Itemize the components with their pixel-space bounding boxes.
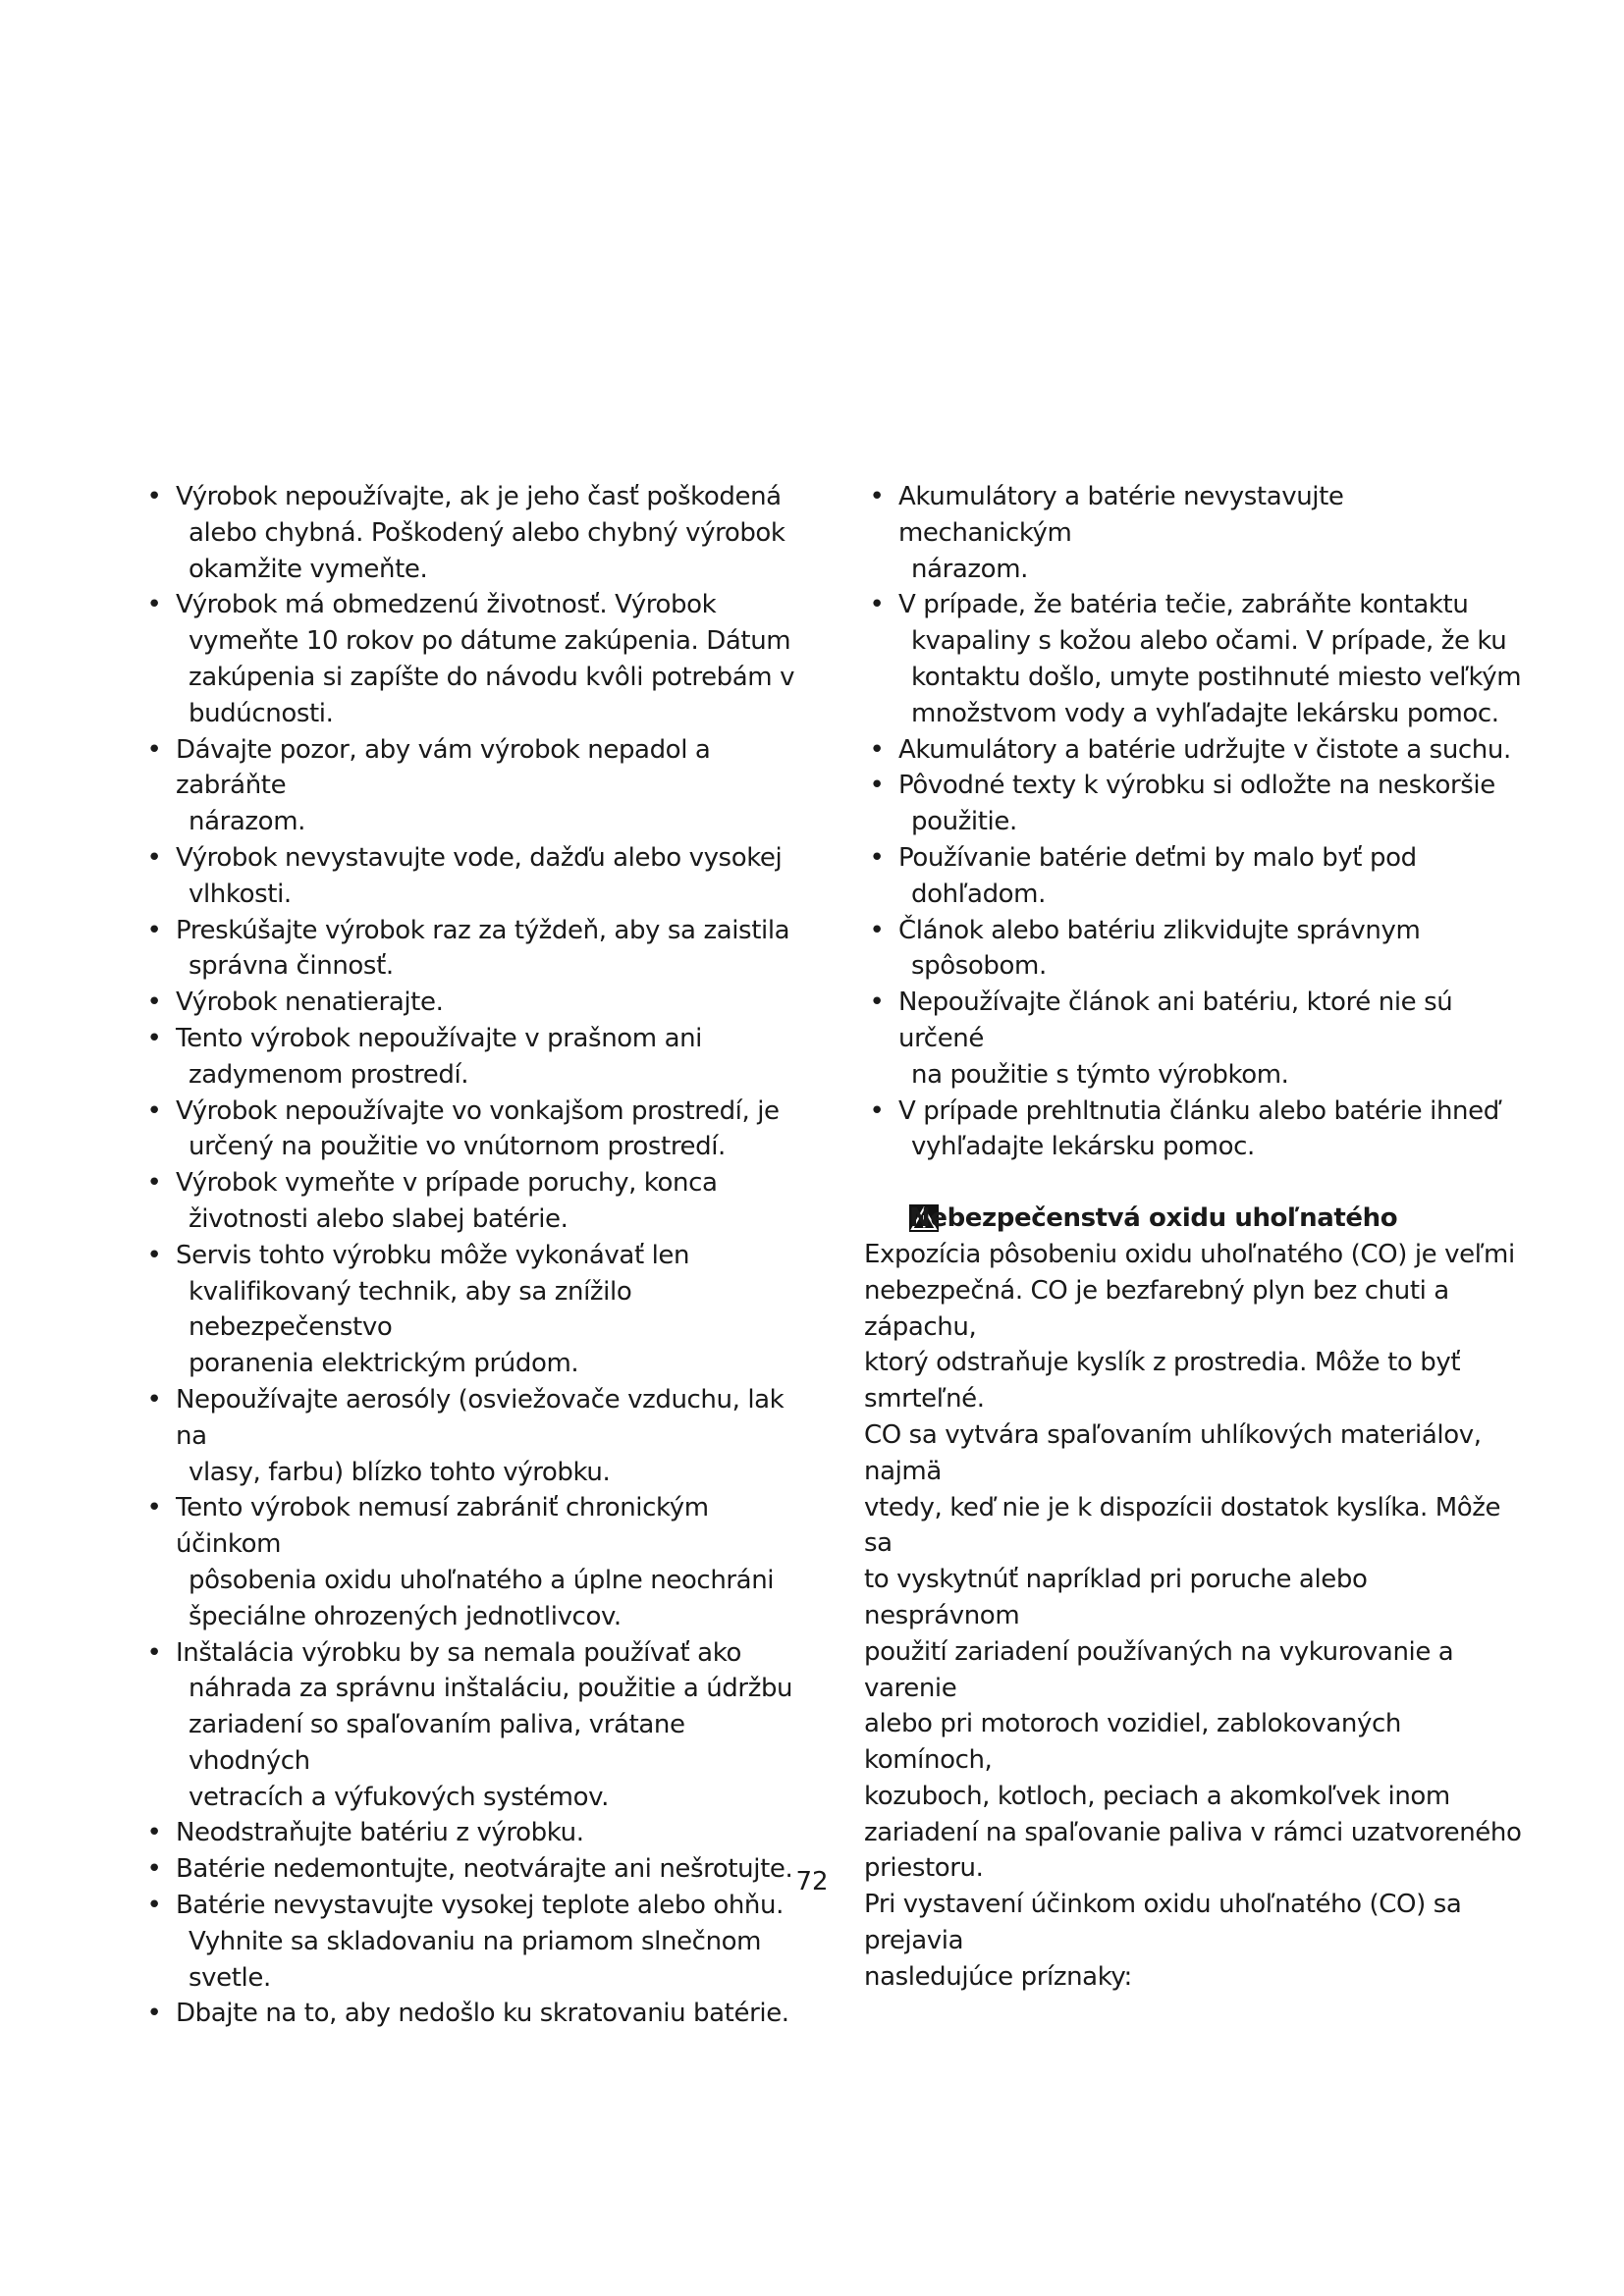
paragraph-line: CO sa vytvára spaľovaním uhlíkových materiálov, najmä bbox=[864, 1419, 1482, 1486]
section-heading-text: Nebezpečenstvá oxidu uhoľnatého bbox=[909, 1203, 1398, 1234]
section-heading bbox=[864, 1201, 1522, 1237]
right-column bbox=[864, 479, 1522, 1996]
list-item-line: Akumulátory a batérie nevystavujte mechanickým bbox=[898, 482, 1344, 548]
bullet-icon: • bbox=[869, 1095, 885, 1126]
bullet-icon: • bbox=[869, 771, 885, 801]
list-item-line: Tento výrobok nepoužívajte v prašnom ani bbox=[176, 1023, 703, 1053]
list-item-line: nárazom. bbox=[911, 554, 1028, 584]
list-item-line: zadymenom prostredí. bbox=[189, 1059, 469, 1090]
paragraph-line: Expozícia pôsobeniu oxidu uhoľnatého (CO) je veľmi bbox=[864, 1239, 1515, 1269]
bullet-icon: • bbox=[869, 590, 885, 620]
list-item-line: Výrobok nepoužívajte vo vonkajšom prostredí, je bbox=[176, 1095, 780, 1126]
list-item-line: použitie. bbox=[911, 807, 1017, 837]
paragraph-line: Pri vystavení účinkom oxidu uhoľnatého (CO) sa prejavia bbox=[864, 1890, 1462, 1956]
list-item bbox=[141, 1815, 795, 1851]
paragraph-line: alebo pri motoroch vozidiel, zablokovaných komínoch, bbox=[864, 1709, 1401, 1776]
list-item-line: spôsobom. bbox=[911, 951, 1047, 982]
list-item-line: kontaktu došlo, umyte postihnuté miesto veľkým bbox=[911, 662, 1522, 692]
list-item-line: vyhľadajte lekársku pomoc. bbox=[911, 1132, 1255, 1162]
list-item-line: Dbajte na to, aby nedošlo ku skratovaniu batérie. bbox=[176, 1999, 789, 2029]
list-item bbox=[141, 587, 795, 731]
bullet-icon: • bbox=[146, 988, 162, 1018]
paragraph-line: nebezpečná. CO je bezfarebný plyn bez chuti a zápachu, bbox=[864, 1275, 1449, 1342]
page-number: 72 bbox=[795, 1867, 829, 1896]
list-item-line: kvapaliny s kožou alebo očami. V prípade, že ku bbox=[911, 626, 1507, 657]
list-item-line: Používanie batérie deťmi by malo byť pod bbox=[898, 842, 1417, 873]
list-item-line: Nepoužívajte článok ani batériu, ktoré nie sú určené bbox=[898, 988, 1453, 1053]
list-item-line: na použitie s týmto výrobkom. bbox=[911, 1059, 1289, 1090]
list-item-line: správna činnosť. bbox=[189, 951, 394, 982]
list-item bbox=[864, 732, 1522, 769]
list-item-line: zariadení so spaľovaním paliva, vrátane vhodných bbox=[189, 1710, 685, 1776]
bullet-icon: • bbox=[146, 1891, 162, 1921]
bullet-icon: • bbox=[146, 915, 162, 945]
bullet-icon: • bbox=[146, 1637, 162, 1668]
list-item-line: vlasy, farbu) blízko tohto výrobku. bbox=[189, 1457, 611, 1487]
list-item-line: vetracích a výfukových systémov. bbox=[189, 1782, 609, 1812]
list-item bbox=[864, 479, 1522, 587]
list-item-line: Výrobok nevystavujte vode, dažďu alebo vysokej bbox=[176, 842, 783, 873]
list-item bbox=[141, 1635, 795, 1816]
list-item-line: Tento výrobok nemusí zabrániť chronickým účinkom bbox=[176, 1493, 709, 1560]
list-item-line: V prípade prehltnutia článku alebo batérie ihneď bbox=[898, 1095, 1499, 1126]
right-bullet-list bbox=[864, 479, 1522, 1165]
bullet-icon: • bbox=[869, 915, 885, 945]
list-item-line: Servis tohto výrobku môže vykonávať len bbox=[176, 1240, 690, 1270]
list-item bbox=[141, 1165, 795, 1238]
list-item bbox=[864, 768, 1522, 840]
bullet-icon: • bbox=[146, 1854, 162, 1885]
list-item-line: Vyhnite sa skladovaniu na priamom slnečnom svetle. bbox=[189, 1926, 762, 1993]
paragraph-line: zariadení na spaľovanie paliva v rámci uzatvoreného bbox=[864, 1817, 1522, 1847]
list-item bbox=[141, 840, 795, 913]
paragraph-line: použití zariadení používaných na vykurovanie a varenie bbox=[864, 1636, 1454, 1703]
paragraph bbox=[864, 1887, 1522, 1995]
paragraph-line: vtedy, keď nie je k dispozícii dostatok kyslíka. Môže sa bbox=[864, 1492, 1501, 1559]
list-item bbox=[141, 1094, 795, 1166]
list-item bbox=[141, 1490, 795, 1634]
list-item-line: určený na použitie vo vnútornom prostredí. bbox=[189, 1132, 726, 1162]
list-item-line: Výrobok má obmedzenú životnosť. Výrobok bbox=[176, 590, 717, 620]
bullet-icon: • bbox=[146, 1384, 162, 1415]
list-item-line: životnosti alebo slabej batérie. bbox=[189, 1203, 568, 1234]
list-item-line: Dávajte pozor, aby vám výrobok nepadol a zabráňte bbox=[176, 734, 711, 801]
list-item-line: dohľadom. bbox=[911, 879, 1046, 909]
bullet-icon: • bbox=[146, 1493, 162, 1523]
list-item bbox=[864, 587, 1522, 731]
paragraph bbox=[864, 1417, 1522, 1887]
list-item-line: okamžite vymeňte. bbox=[189, 554, 428, 584]
list-item bbox=[141, 1996, 795, 2032]
list-item bbox=[141, 1382, 795, 1490]
bullet-icon: • bbox=[146, 1095, 162, 1126]
bullet-icon: • bbox=[146, 1023, 162, 1053]
list-item-line: špeciálne ohrozených jednotlivcov. bbox=[189, 1601, 622, 1631]
list-item bbox=[141, 732, 795, 840]
bullet-icon: • bbox=[869, 734, 885, 765]
paragraph-line: priestoru. bbox=[864, 1853, 984, 1884]
bullet-icon: • bbox=[146, 1999, 162, 2029]
list-item-line: Výrobok nenatierajte. bbox=[176, 988, 444, 1018]
list-item-line: kvalifikovaný technik, aby sa znížilo nebezpečenstvo bbox=[189, 1276, 632, 1343]
paragraph-line: smrteľné. bbox=[864, 1384, 985, 1415]
list-item-line: Inštalácia výrobku by sa nemala používať ako bbox=[176, 1637, 741, 1668]
paragraph-line: kozuboch, kotloch, peciach a akomkoľvek inom bbox=[864, 1781, 1450, 1811]
list-item bbox=[864, 913, 1522, 986]
bullet-icon: • bbox=[146, 1168, 162, 1199]
list-item bbox=[141, 1888, 795, 1996]
bullet-icon: • bbox=[869, 988, 885, 1018]
list-item-line: V prípade, že batéria tečie, zabráňte kontaktu bbox=[898, 590, 1469, 620]
list-item-line: náhrada za správnu inštaláciu, použitie a údržbu bbox=[189, 1674, 793, 1704]
list-item bbox=[864, 985, 1522, 1093]
list-item-line: Nepoužívajte aerosóly (osviežovače vzduchu, lak na bbox=[176, 1384, 785, 1451]
list-item bbox=[141, 1238, 795, 1382]
list-item-line: budúcnosti. bbox=[189, 698, 334, 728]
list-item bbox=[864, 1094, 1522, 1166]
list-item-line: Batérie nevystavujte vysokej teplote alebo ohňu. bbox=[176, 1891, 784, 1921]
list-item bbox=[141, 479, 795, 587]
list-item-line: nárazom. bbox=[189, 807, 305, 837]
bullet-icon: • bbox=[869, 482, 885, 511]
bullet-icon: • bbox=[146, 1240, 162, 1270]
left-column bbox=[141, 479, 795, 2032]
list-item bbox=[141, 985, 795, 1021]
list-item bbox=[864, 840, 1522, 913]
list-item-line: Pôvodné texty k výrobku si odložte na neskoršie bbox=[898, 771, 1495, 801]
list-item-line: vymeňte 10 rokov po dátume zakúpenia. Dátum bbox=[189, 626, 791, 657]
list-item-line: Preskúšajte výrobok raz za týždeň, aby sa zaistila bbox=[176, 915, 790, 945]
bullet-icon: • bbox=[146, 1818, 162, 1848]
paragraph-line: nasledujúce príznaky: bbox=[864, 1961, 1132, 1992]
list-item-line: Výrobok vymeňte v prípade poruchy, konca bbox=[176, 1168, 718, 1199]
list-item-line: Batérie nedemontujte, neotvárajte ani nešrotujte. bbox=[176, 1854, 793, 1885]
bullet-icon: • bbox=[146, 734, 162, 765]
list-item-line: Akumulátory a batérie udržujte v čistote a suchu. bbox=[898, 734, 1511, 765]
bullet-icon: • bbox=[146, 590, 162, 620]
bullet-icon: • bbox=[146, 482, 162, 511]
list-item-line: poranenia elektrickým prúdom. bbox=[189, 1349, 579, 1379]
list-item-line: Článok alebo batériu zlikvidujte správnym bbox=[898, 915, 1421, 945]
paragraph-line: ktorý odstraňuje kyslík z prostredia. Môže to byť bbox=[864, 1348, 1461, 1378]
list-item-line: pôsobenia oxidu uhoľnatého a úplne neochráni bbox=[189, 1565, 775, 1595]
list-item-line: alebo chybná. Poškodený alebo chybný výrobok bbox=[189, 517, 785, 548]
list-item-line: Výrobok nepoužívajte, ak je jeho časť poškodená bbox=[176, 482, 782, 511]
bullet-icon: • bbox=[869, 842, 885, 873]
list-item-line: Neodstraňujte batériu z výrobku. bbox=[176, 1818, 584, 1848]
list-item-line: zakúpenia si zapíšte do návodu kvôli potrebám v bbox=[189, 662, 795, 692]
paragraph bbox=[864, 1237, 1522, 1417]
paragraph-line: to vyskytnúť napríklad pri poruche alebo nesprávnom bbox=[864, 1565, 1368, 1630]
bullet-icon: • bbox=[146, 842, 162, 873]
list-item-line: vlhkosti. bbox=[189, 879, 292, 909]
left-bullet-list bbox=[141, 479, 795, 2032]
list-item bbox=[141, 913, 795, 986]
list-item bbox=[141, 1021, 795, 1094]
list-item-line: množstvom vody a vyhľadajte lekársku pomoc. bbox=[911, 698, 1499, 728]
